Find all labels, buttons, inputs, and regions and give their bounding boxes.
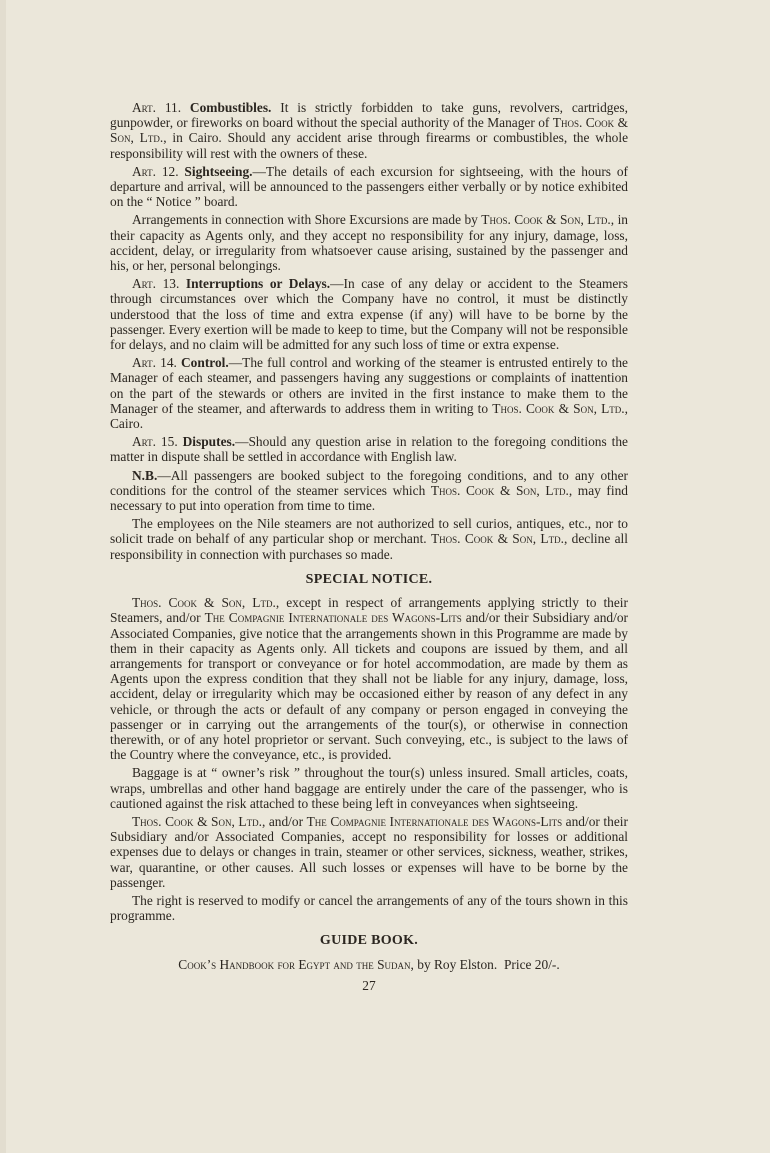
article-heading: Sightseeing.	[184, 163, 253, 179]
nb-heading: N.B.	[132, 467, 158, 483]
guide-book-price: Price 20/-.	[503, 956, 560, 972]
company-name: Thos. Cook & Son, Ltd.	[481, 212, 611, 228]
company-name: Thos. Cook & Son, Ltd.	[132, 595, 276, 611]
paragraph-text: and/or their Subsidiary and/or Associated Companies, accept no responsibility for losses or additional expenses due to delays or changes in train, steamer or other services, sickness, weather, strikes, war, quarantine, or other causes. All such losses or expenses will have to be borne by the passenger.	[110, 813, 628, 890]
article-label: Art.	[132, 163, 156, 179]
wagons-lits-name: The Compagnie Internationale des Wagons-Lits	[204, 610, 462, 626]
article-text: It is strictly forbidden to take guns, revolvers, cartridges, gunpowder, or fireworks on board without the special authority of the Manager of	[110, 100, 628, 131]
article-11	[110, 100, 628, 161]
article-14	[110, 355, 628, 431]
page-number: 27	[362, 977, 376, 993]
article-15	[110, 434, 628, 464]
article-number: 11.	[164, 100, 182, 115]
wagons-lits-name: The Compagnie Internationale des Wagons-Lits	[306, 813, 563, 829]
article-12	[110, 164, 628, 210]
article-heading: Disputes.	[182, 434, 236, 450]
article-text: —Should any question arise in relation to the foregoing conditions the matter in dispute shall be settled in accordance with English law.	[110, 434, 628, 465]
page-edge	[0, 0, 6, 1153]
company-name: Thos. Cook & Son, Ltd.	[430, 482, 569, 498]
article-label: Art.	[132, 355, 156, 371]
article-heading: Combustibles.	[189, 100, 272, 115]
article-text: —The full control and working of the steamer is entrusted entirely to the Manager of each steamer, and passengers having any suggestions or complaints of inattention on the part of the stewards or others are invited in the first instance to make them to the Manager of the steamer, and afterwards to address them in writing to	[110, 355, 628, 416]
paragraph-text: , may find necessary to put into operation from time to time.	[110, 482, 628, 514]
paragraph-text: and/or their Subsidiary and/or Associated Companies, give notice that the arrangements shown in this Programme are made by them in their capacity as Agents only. All tickets and coupons are issued by them, and all arrangements for transport or conveyance or for hotel accommodation, are made by them as Agents upon the express condition that they shall not be liable for any injury, damage, loss, accident, delay or irregularity which may be occasioned either by reason of any defect in any vehicle, or through the acts or default of any company or person engaged in conveying the passenger or in carrying out the arrangements of the tour(s), or otherwise in connection therewith, or of any hotel proprietor or servant. Such conveying, etc., is subject to the laws of the Country where the conveyance, etc., is provided.	[110, 610, 628, 763]
article-13	[110, 276, 628, 352]
company-name: Thos. Cook & Son, Ltd.	[430, 531, 564, 547]
special-notice-paragraph-2: Baggage is at “ owner’s risk ” throughout the tour(s) unless insured. Small articles, coats, wraps, umbrellas and other hand baggage are entirely under the care of the passenger, who is cautioned against the risk attached to these being left in conveyances when sightseeing.	[110, 765, 628, 811]
special-notice-heading: SPECIAL NOTICE.	[305, 571, 433, 587]
article-number: 13.	[162, 276, 180, 292]
company-name: Thos. Cook & Son, Ltd.	[492, 400, 625, 416]
paragraph-text: , in their capacity as Agents only, and they accept no responsibility for any injury, damage, loss, accident, delay, or irregularity from whatsoever cause arising, sustained by the passenger and his, or her, personal belongings.	[110, 212, 628, 274]
special-notice-paragraph-4: The right is reserved to modify or cancel the arrangements of any of the tours shown in this programme.	[110, 892, 628, 924]
article-heading: Interruptions or Delays.	[185, 276, 331, 292]
paragraph-text: , except in respect of arrangements applying strictly to their Steamers, and/or	[110, 595, 628, 626]
guide-book-author: , by Roy Elston.	[410, 956, 498, 972]
article-text: —The details of each excursion for sightseeing, with the hours of departure and arrival, will be announced to the passengers either verbally or by notice exhibited on the “ Notice ” board.	[110, 163, 628, 210]
article-label: Art.	[132, 434, 156, 450]
paragraph-text: —All passengers are booked subject to the foregoing conditions, and to any other conditions for the control of the steamer services which	[110, 467, 628, 498]
article-text: , Cairo.	[110, 400, 628, 432]
guide-book-heading: GUIDE BOOK.	[319, 933, 419, 949]
paragraph-text: , and/or	[261, 813, 307, 829]
page-content	[110, 100, 628, 993]
special-notice-paragraph-1	[110, 595, 628, 762]
nb-paragraph	[110, 468, 628, 514]
article-label: Art.	[132, 100, 156, 115]
paragraph-text: , decline all responsibility in connection with purchases so made.	[110, 531, 628, 562]
article-number: 12.	[161, 163, 179, 179]
article-text: —In case of any delay or accident to the Steamers through circumstances over which the Company have no control, it must be distinctly understood that the loss of time and extra expense (if any) will have to be borne by the passenger. Every exertion will be made to keep to time, but the Company will not be responsible for delays, and no claim will be admitted for any such loss of time or extra expense.	[110, 276, 628, 353]
company-name: Thos. Cook & Son, Ltd.	[110, 115, 628, 146]
paragraph-text: The employees on the Nile steamers are not authorized to sell curios, antiques, etc., nor to solicit trade on behalf of any particular shop or merchant.	[110, 516, 628, 547]
article-number: 15.	[160, 434, 178, 450]
article-text: , in Cairo. Should any accident arise through firearms or combustibles, the whole responsibility will rest with the owners of these.	[110, 130, 629, 161]
guide-book-line	[110, 957, 628, 972]
article-number: 14.	[160, 355, 177, 371]
article-label: Art.	[132, 276, 156, 292]
paragraph-text: Arrangements in connection with Shore Excursions are made by	[132, 212, 482, 228]
guide-book-title: Cook’s Handbook for Egypt and the Sudan	[178, 956, 411, 972]
company-name: Thos. Cook & Son, Ltd.	[132, 813, 262, 829]
employees-paragraph	[110, 516, 628, 562]
article-heading: Control.	[181, 355, 229, 371]
special-notice-paragraph-3	[110, 814, 628, 890]
shore-excursions-paragraph	[110, 212, 628, 273]
